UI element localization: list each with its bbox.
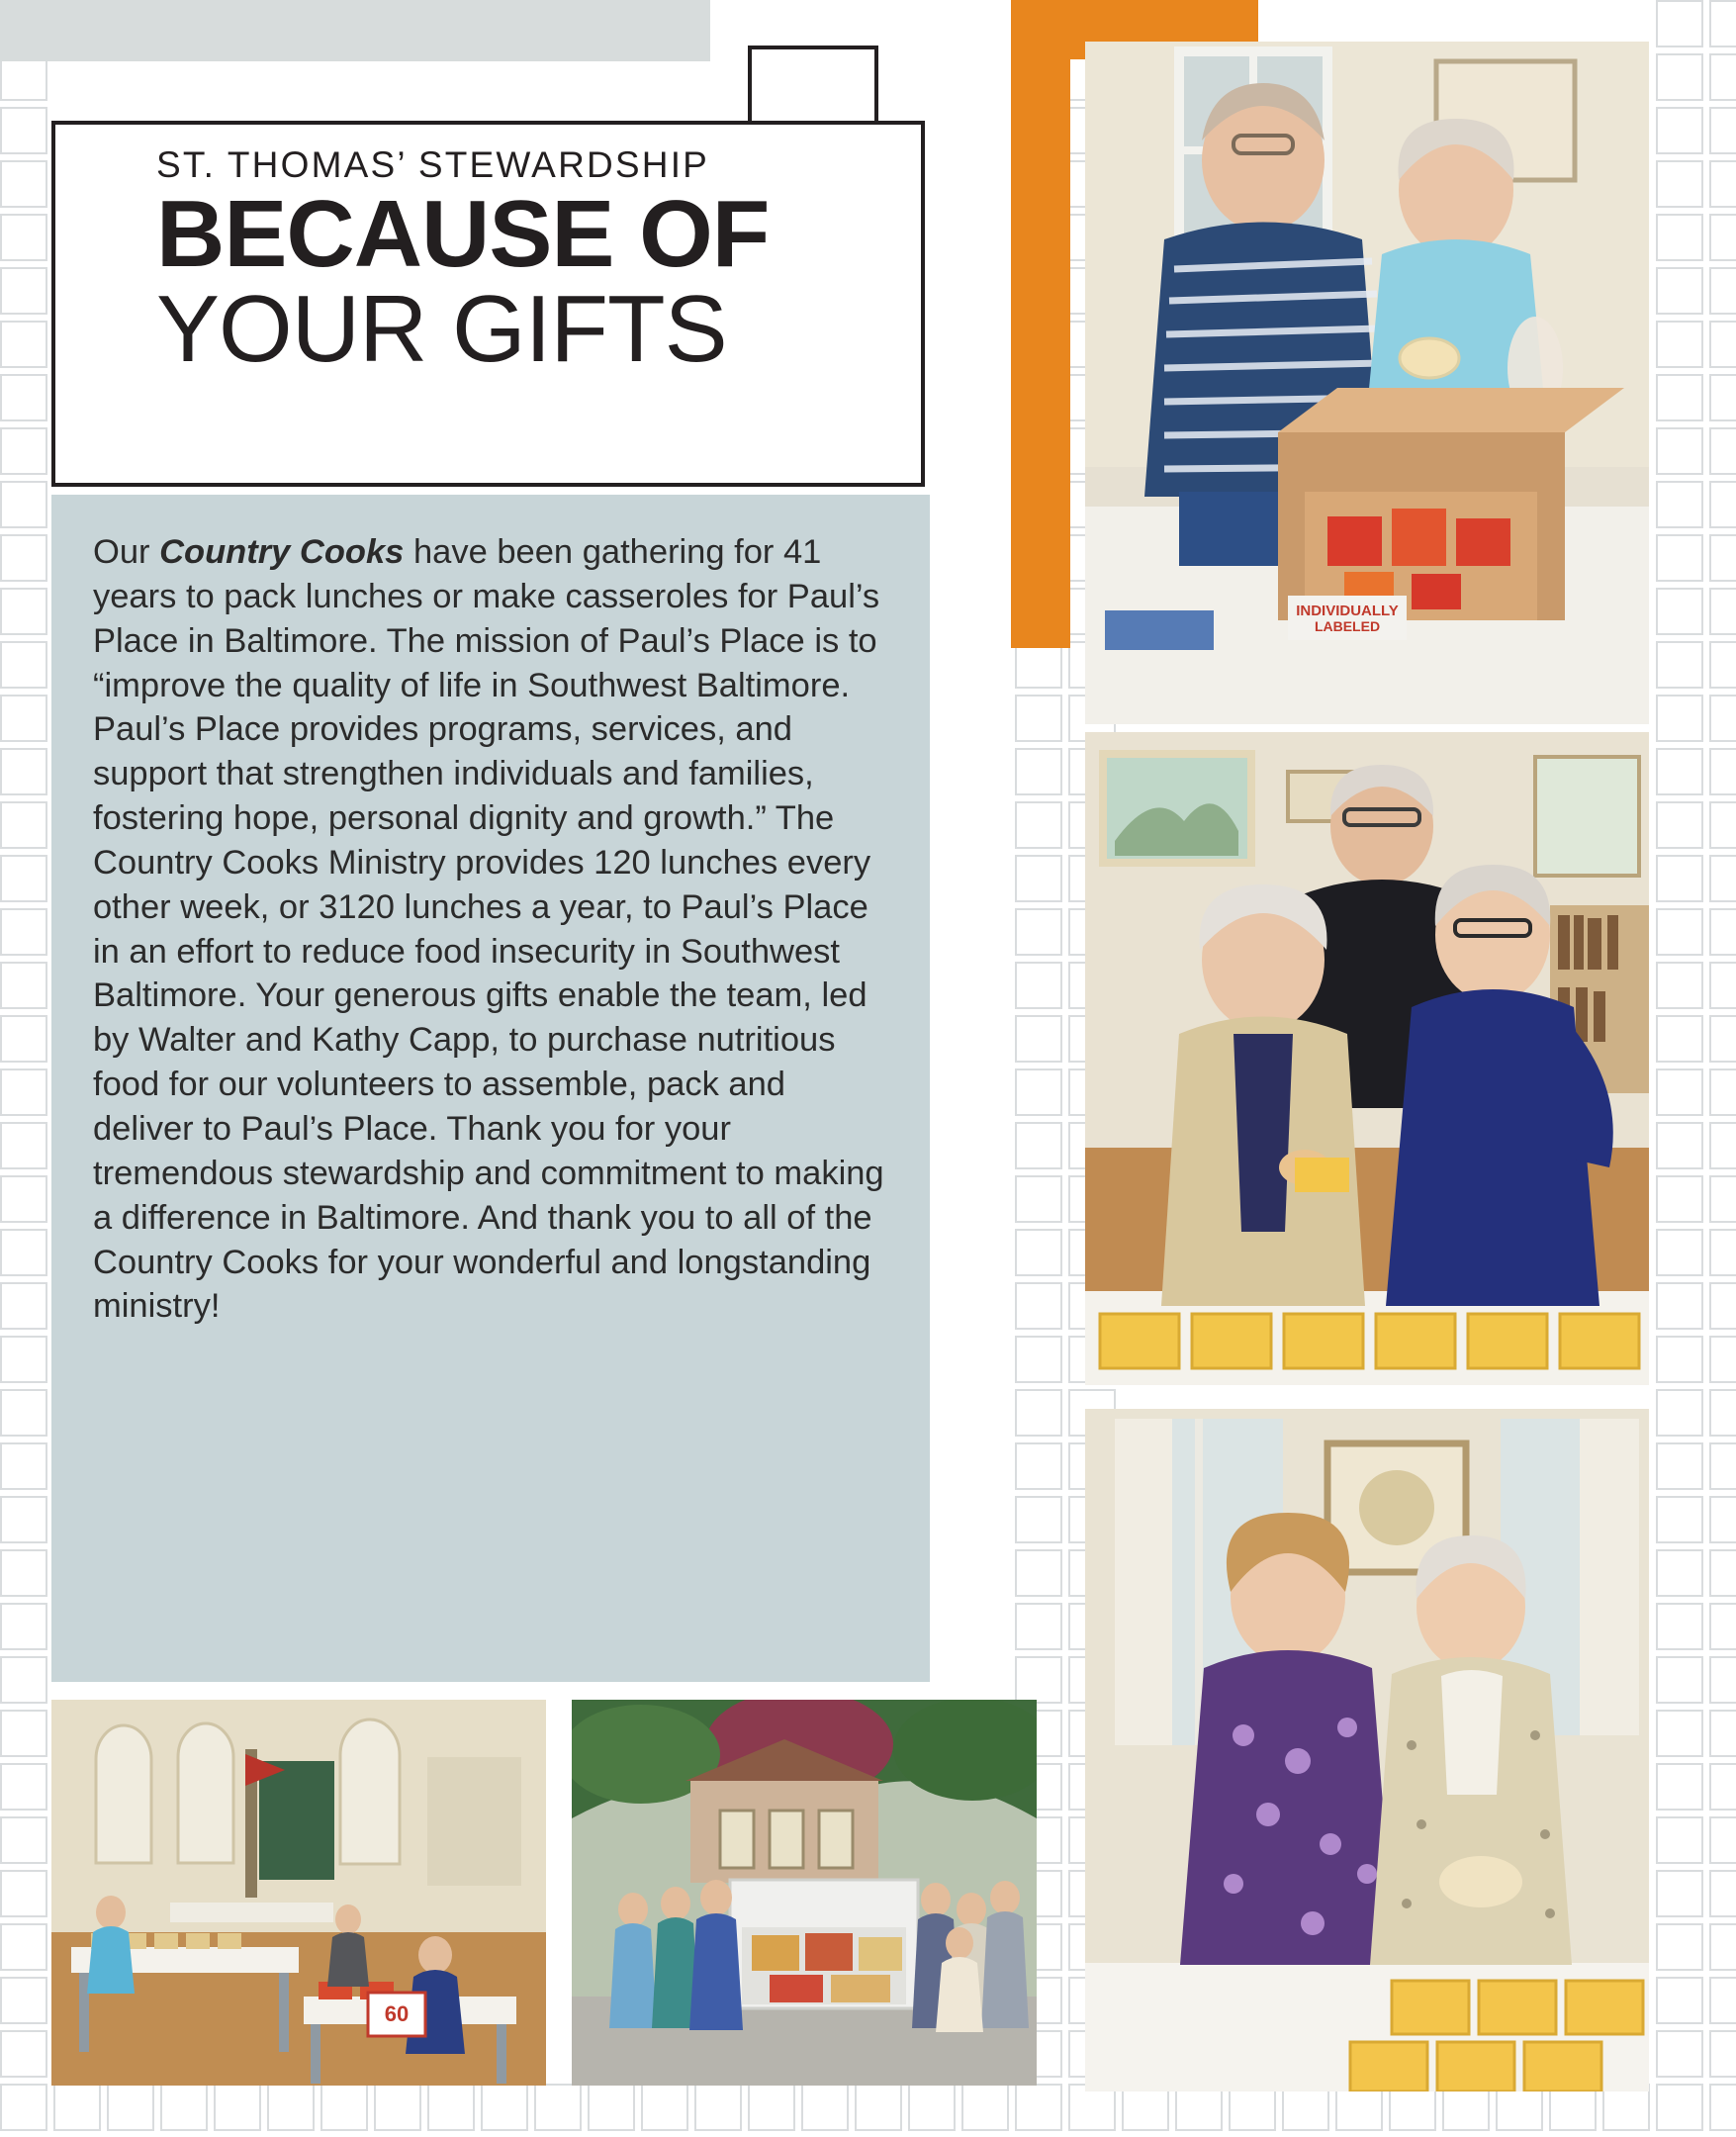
photo-1-artwork [1085,42,1649,724]
title-block [51,121,925,487]
photo-volunteers-with-snack-box [1085,42,1649,724]
page-title-line-2: YOUR GIFTS [156,276,727,383]
photo-3-artwork [1085,1409,1649,2091]
body-text-panel [51,495,930,1682]
svg-text:INDIVIDUALLY: INDIVIDUALLY [1296,603,1399,619]
photo-parish-hall-packing-line [51,1700,546,2086]
photo-4-artwork [51,1700,546,2086]
body-paragraph: Our Country Cooks have been gathering for 41 years to pack lunches or make casseroles for Paul’s Place in Baltimore. The mission of Paul’s Place is to “improve the quality of life in Southwest Baltimore. Paul’s Place provides programs, services, and support that strengthen individuals and families, fostering hope, personal dignity and growth.” The Country Cooks Ministry provides 120 lunches every other week, or 3120 lunches a year, to Paul’s Place in an effort to reduce food insecurity in Southwest Baltimore. Your generous gifts enable the team, led by Walter and Kathy Capp, to purchase nutritious food for our volunteers to assemble, pack and deliver to Paul’s Place. Thank you for your tremendous stewardship and commitment to making a difference in Baltimore. And thank you to all of the Country Cooks for your wonderful and longstanding ministry! [93,533,884,1326]
accent-orange-bar-vertical [1011,0,1070,648]
header-gray-block [0,0,710,61]
photo-2-artwork [1085,732,1649,1385]
svg-text:60: 60 [384,2001,410,2026]
photo-two-volunteers-with-sandwiches [1085,1409,1649,2091]
photo-5-artwork [572,1700,1037,2086]
kicker-text: ST. THOMAS’ STEWARDSHIP [156,144,710,185]
svg-text:LABELED: LABELED [1314,618,1381,634]
page-title-line-1: BECAUSE OF [156,181,770,287]
photo-three-volunteers-at-table [1085,732,1649,1385]
photo-group-at-delivery-truck [572,1700,1037,2086]
